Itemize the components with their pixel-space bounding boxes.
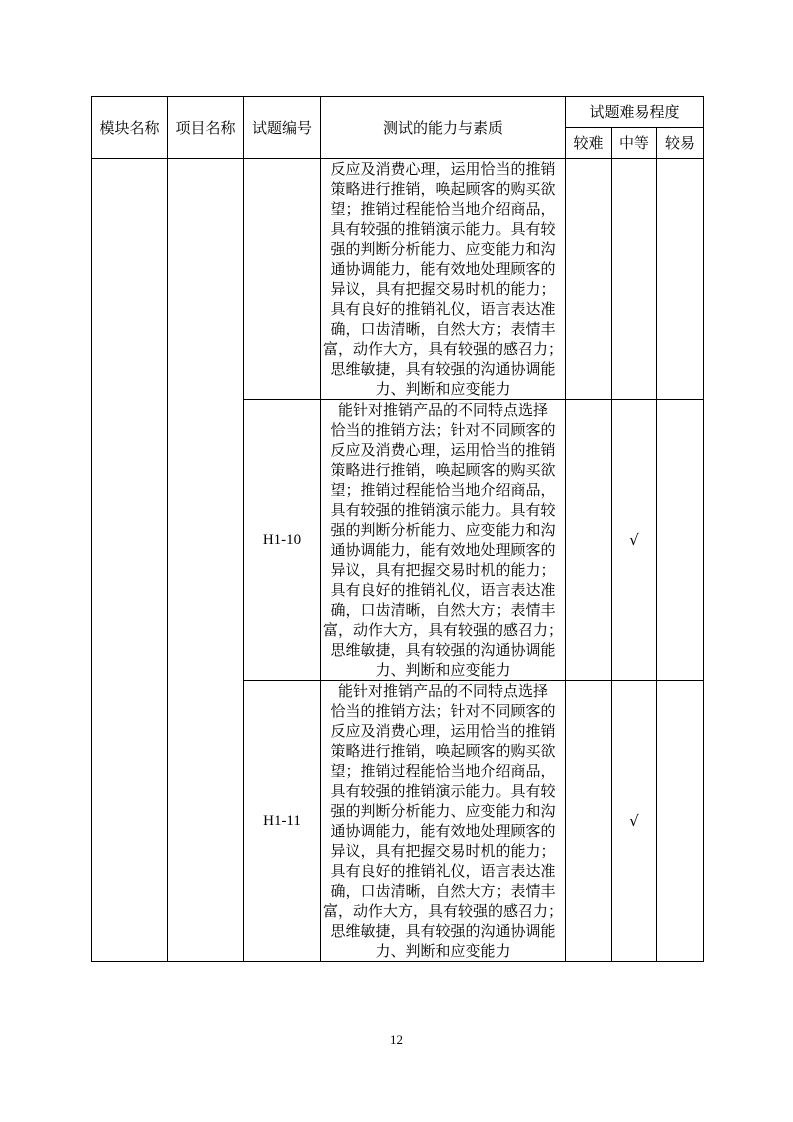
ability-cell: 能针对推销产品的不同特点选择 恰当的推销方法；针对不同顾客的 反应及消费心理，运用恰当的推销 策略进行推销，唤起顾客的购买欲 望；推销过程能恰当地介绍商品， 具有较强的推销演示能力。具有较 强的判断分析能力、应变能力和沟 通协调能力，能有效地处理顾客的 异议，具有把握交易时机的能力； 具有良好的推销礼仪，语言表达准 确，口齿清晰，自然大方；表情丰 富，动作大方，具有较强的感召力； 思维敏捷，具有较强的沟通协调能 力、判断和应变能力 [321,400,566,681]
item-id-cell: H1-11 [244,681,321,962]
header-easy: 较易 [657,128,704,159]
page-number: 12 [390,1032,403,1047]
header-hard: 较难 [566,128,612,159]
medium-checkmark: √ [612,400,657,681]
ability-cell: 反应及消费心理，运用恰当的推销 策略进行推销，唤起顾客的购买欲 望；推销过程能恰当地介绍商品， 具有较强的推销演示能力。具有较 强的判断分析能力、应变能力和沟 通协调能力，能有效地处理顾客的 异议，具有把握交易时机的能力； 具有良好的推销礼仪，语言表达准 确，口齿清晰，自然大方；表情丰 富，动作大方，具有较强的感召力； 思维敏捷，具有较强的沟通协调能 力、判断和应变能力 [321,159,566,400]
hard-cell [566,159,612,400]
header-module-name: 模块名称 [92,97,168,159]
header-ability: 测试的能力与素质 [321,97,566,159]
item-id-cell [244,159,321,400]
medium-cell [612,159,657,400]
easy-cell [657,681,704,962]
question-table [91,96,704,962]
easy-cell [657,159,704,400]
module-name-cell [92,159,168,962]
hard-cell [566,681,612,962]
medium-checkmark: √ [612,681,657,962]
ability-cell: 能针对推销产品的不同特点选择 恰当的推销方法；针对不同顾客的 反应及消费心理，运用恰当的推销 策略进行推销，唤起顾客的购买欲 望；推销过程能恰当地介绍商品， 具有较强的推销演示能力。具有较 强的判断分析能力、应变能力和沟 通协调能力，能有效地处理顾客的 异议，具有把握交易时机的能力； 具有良好的推销礼仪，语言表达准 确，口齿清晰，自然大方；表情丰 富，动作大方，具有较强的感召力； 思维敏捷，具有较强的沟通协调能 力、判断和应变能力 [321,681,566,962]
easy-cell [657,400,704,681]
table-row [92,159,704,400]
hard-cell [566,400,612,681]
item-id-cell: H1-10 [244,400,321,681]
header-item-id: 试题编号 [244,97,321,159]
project-name-cell [168,159,244,962]
header-project-name: 项目名称 [168,97,244,159]
header-difficulty: 试题难易程度 [566,97,704,128]
header-medium: 中等 [612,128,657,159]
